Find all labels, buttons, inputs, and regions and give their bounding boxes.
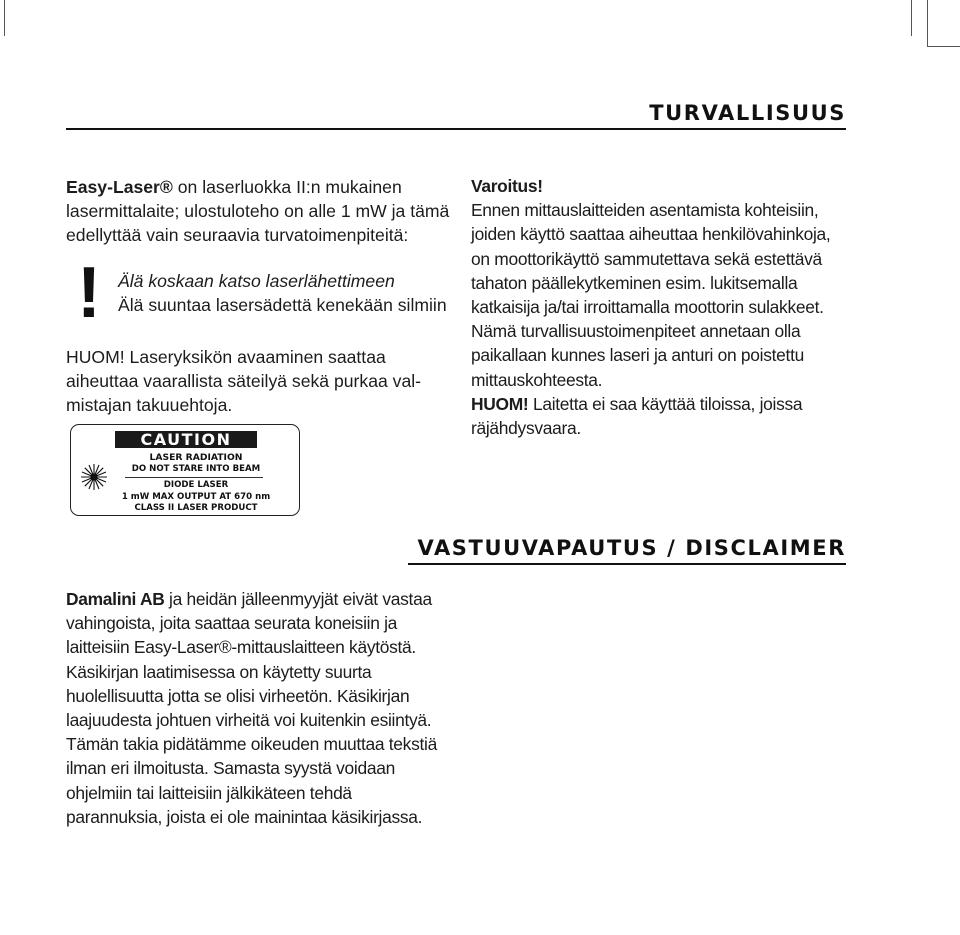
intro-line-3: edellyttää vain seuraavia turvatoimenpiteitä: xyxy=(66,225,409,246)
warning-line-2: Älä suuntaa lasersädettä kenekään silmiin xyxy=(118,295,447,316)
warning-huom-2: räjähdysvaara. xyxy=(471,418,581,439)
disclaimer-text xyxy=(66,587,466,829)
laser-starburst-icon xyxy=(79,462,109,492)
warning-body-5: katkaisija ja/tai irroittamalla moottorin sulakkeet. xyxy=(471,297,824,318)
caution-label xyxy=(70,424,300,516)
warning-body-2: joiden käyttö saattaa aiheuttaa henkilövahinkoja, xyxy=(471,224,831,245)
huom-line-3: mistajan takuuehtoja. xyxy=(66,395,233,416)
crop-mark-right-h xyxy=(927,46,960,47)
safety-heading: TURVALLISUUS xyxy=(649,101,846,125)
disclaimer-line-4: Käsikirjan laatimisessa on käytetty suurta xyxy=(66,661,372,682)
safety-warnings xyxy=(118,269,458,317)
warning-body-7: paikallaan kunnes laseri ja anturi on poistettu xyxy=(471,345,804,366)
caution-line-2: DO NOT STARE INTO BEAM xyxy=(131,464,261,474)
disclaimer-line-5: huolellisuutta jotta se olisi virheetön. Käsikirjan xyxy=(66,685,410,706)
warning-huom-1: HUOM! Laitetta ei saa käyttää tiloissa, joissa xyxy=(471,393,803,414)
huom-line-1: HUOM! Laseryksikön avaaminen saattaa xyxy=(66,347,386,367)
safety-heading-rule xyxy=(66,128,846,130)
disclaimer-line-2: vahingoista, joita saattaa seurata koneisiin ja xyxy=(66,613,398,634)
caution-line-3: DIODE LASER xyxy=(163,480,229,490)
disclaimer-line-6: laajuudesta johtuen virheitä voi kuitenkin esiintyä. xyxy=(66,710,432,731)
disclaimer-line-3: laitteisiin Easy-Laser®-mittauslaitteen käytöstä. xyxy=(66,637,416,658)
warning-body-8: mittauskohteesta. xyxy=(471,369,603,390)
disclaimer-heading: VASTUUVAPAUTUS / DISCLAIMER xyxy=(417,536,846,560)
intro-line-2: lasermittalaite; ulostuloteho on alle 1 mW ja tämä xyxy=(66,201,450,222)
disclaimer-line-10: parannuksia, joista ei ole mainintaa käsikirjassa. xyxy=(66,806,423,827)
brand-name: Easy-Laser® xyxy=(66,177,173,197)
warning-body-1: Ennen mittauslaitteiden asentamista kohteisiin, xyxy=(471,200,819,221)
crop-mark-left xyxy=(4,0,5,36)
crop-mark-right-2 xyxy=(927,0,928,46)
disclaimer-line-7: Tämän takia pidätämme oikeuden muuttaa tekstiä xyxy=(66,734,437,755)
warning-line-1: Älä koskaan katso laserlähettimeen xyxy=(118,271,395,291)
caution-line-1: LASER RADIATION xyxy=(149,452,243,463)
warning-title: Varoitus! xyxy=(471,176,543,196)
caution-divider xyxy=(125,477,263,478)
huom-line-2: aiheuttaa vaarallista säteilyä sekä purkaa val- xyxy=(66,371,422,392)
huom-label: HUOM! xyxy=(471,393,529,414)
warning-body-3: on moottorikäyttö sammutettava sekä estettävä xyxy=(471,248,822,269)
disclaimer-line-8: ilman eri ilmoitusta. Samasta syystä voidaan xyxy=(66,758,395,779)
disclaimer-heading-rule xyxy=(408,563,846,565)
warning-body-6: Nämä turvallisuustoimenpiteet annetaan olla xyxy=(471,321,801,342)
warning-section xyxy=(471,174,851,440)
disclaimer-line-1: Damalini AB ja heidän jälleenmyyjät eivät vastaa xyxy=(66,589,432,609)
exclamation-icon: ! xyxy=(77,253,101,333)
caution-header: CAUTION xyxy=(115,431,257,448)
caution-line-5: CLASS II LASER PRODUCT xyxy=(134,503,258,513)
warning-body-4: tahaton päällekytkeminen esim. lukitsemalla xyxy=(471,272,798,293)
disclaimer-line-9: ohjelmiin tai laitteisiin jälkikäteen tehdä xyxy=(66,782,352,803)
caution-line-4: 1 mW MAX OUTPUT AT 670 nm xyxy=(121,492,271,502)
huom-note xyxy=(66,345,456,418)
crop-mark-right-1 xyxy=(911,0,912,36)
company-name: Damalini AB xyxy=(66,589,165,609)
intro-line-1: Easy-Laser® on laserluokka II:n mukainen xyxy=(66,177,402,197)
laser-class-intro xyxy=(66,175,456,248)
